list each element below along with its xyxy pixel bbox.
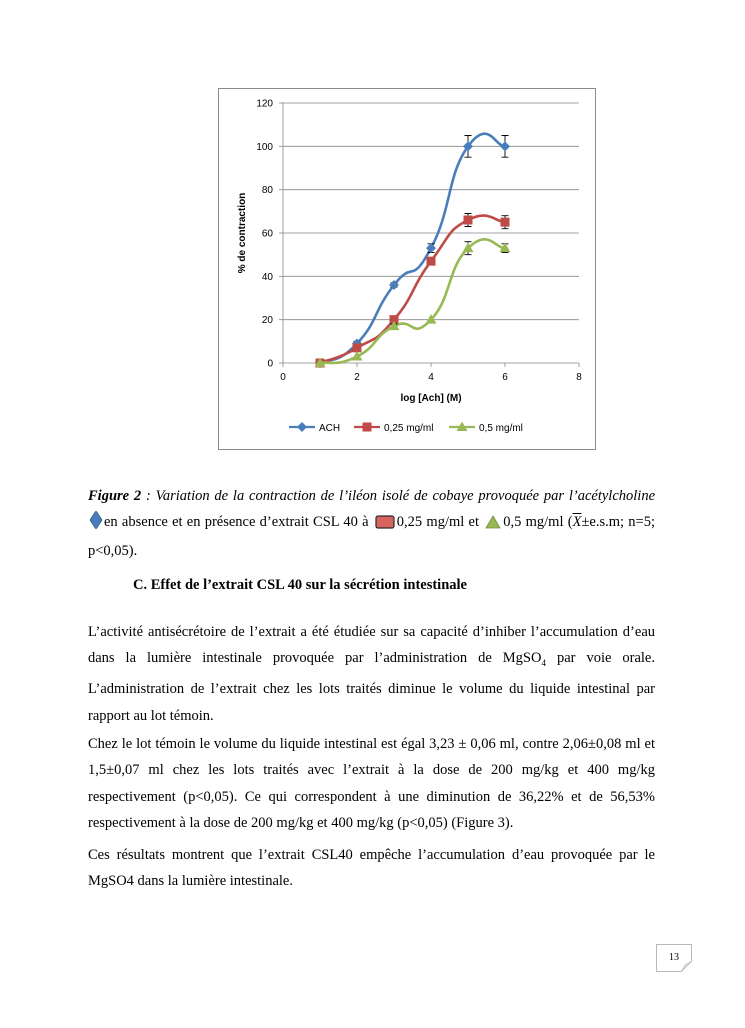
page-fold-icon bbox=[681, 961, 692, 972]
section-title: C. Effet de l’extrait CSL 40 sur la sécrétion intestinale bbox=[133, 577, 467, 593]
y-tick-label: 20 bbox=[261, 315, 273, 327]
y-tick-label: 60 bbox=[261, 228, 273, 240]
legend-marker bbox=[363, 423, 372, 432]
legend-label: 0,5 mg/ml bbox=[479, 423, 523, 434]
paragraph-1-text-end: par voie orale. L’administration de l’extrait chez les lots traités diminue le volume du liquide intestinal par rapport au lot témoin. bbox=[88, 650, 655, 724]
caption-stats: ±e.s.m; n=5; p<0,05). bbox=[88, 514, 655, 559]
x-tick-label: 0 bbox=[280, 372, 286, 383]
y-tick-label: 40 bbox=[261, 271, 273, 283]
caption-text: en absence et en présence d’extrait CSL 40 à bbox=[104, 514, 373, 530]
triangle-legend-icon bbox=[485, 512, 501, 538]
legend-item bbox=[354, 423, 433, 435]
series-line bbox=[320, 239, 505, 363]
legend-label: ACH bbox=[319, 423, 341, 434]
x-tick-label: 4 bbox=[428, 372, 434, 383]
data-point bbox=[353, 343, 362, 352]
data-point bbox=[427, 257, 436, 266]
page-number: 13 bbox=[656, 944, 692, 972]
chart-svg bbox=[219, 89, 597, 451]
paragraph-1 bbox=[88, 619, 655, 729]
paragraph-2: Chez le lot témoin le volume du liquide intestinal est égal 3,23 ± 0,06 ml, contre 2,06±0,08 ml et 1,5±0,07 ml chez les lots traités avec l’extrait à la dose de 200 mg/kg et 400 mg/kg respectivement (p<0,05). Ce qui correspondent à une diminution de 36,22% et de 56,53% respectivement à la dose de 200 mg/kg et 400 mg/kg (p<0,05) (Figure 3). bbox=[88, 736, 655, 831]
legend-item bbox=[449, 422, 523, 435]
caption-xbar: $\overline{X}$ bbox=[572, 514, 582, 530]
x-axis-label: log [Ach] (M) bbox=[400, 393, 462, 404]
caption-italic-text: : Variation de la contraction de l’iléon isolé de cobaye provoquée par l’acétylcholine bbox=[141, 488, 656, 504]
legend-label: 0,25 mg/ml bbox=[384, 423, 434, 434]
square-legend-icon bbox=[375, 512, 395, 538]
paragraph-1-subscript: 4 bbox=[541, 658, 546, 669]
x-tick-label: 8 bbox=[576, 372, 582, 383]
series-0 bbox=[315, 134, 510, 368]
figure-label: Figure 2 bbox=[88, 488, 142, 504]
y-tick-label: 120 bbox=[256, 98, 273, 110]
x-tick-label: 2 bbox=[354, 372, 360, 383]
caption-dose-1: 0,25 mg/ml et bbox=[396, 514, 484, 530]
x-tick-label: 6 bbox=[502, 372, 508, 383]
y-tick-label: 0 bbox=[267, 358, 273, 370]
data-point bbox=[500, 141, 510, 151]
data-point bbox=[501, 218, 510, 227]
chart-frame bbox=[218, 88, 596, 450]
y-tick-label: 80 bbox=[261, 185, 273, 197]
legend-item bbox=[289, 422, 340, 434]
paragraph-1-text: L’activité antisécrétoire de l’extrait a été étudiée sur sa capacité d’inhiber l’accumulation d’eau dans la lumière intestinale provoquée par l’administration de MgSO bbox=[88, 624, 655, 667]
diamond-legend-icon bbox=[90, 511, 102, 538]
figure-caption bbox=[88, 483, 655, 564]
series-line bbox=[320, 216, 505, 363]
series-1 bbox=[316, 214, 510, 368]
data-point bbox=[426, 243, 436, 253]
legend-marker bbox=[297, 422, 307, 432]
caption-dose-2: 0,5 mg/ml ( bbox=[503, 514, 573, 530]
paragraph-3: Ces résultats montrent que l’extrait CSL40 empêche l’accumulation d’eau provoquée par le MgSO4 dans la lumière intestinale. bbox=[88, 847, 655, 890]
y-axis-label: % de contraction bbox=[237, 192, 248, 274]
y-tick-label: 100 bbox=[256, 141, 273, 153]
data-point bbox=[464, 216, 473, 225]
series-2 bbox=[315, 239, 511, 367]
